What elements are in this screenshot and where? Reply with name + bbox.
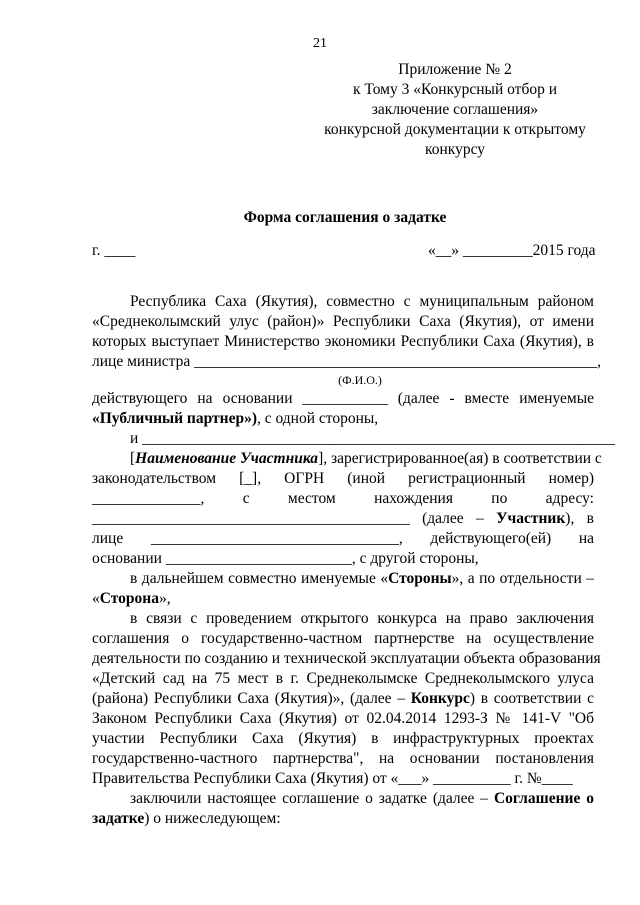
body-line: задатке) о нижеследующем: [92,810,281,827]
body-line: _________________________________________ (далее – Участник), в [92,510,594,527]
appendix-line: конкурсу [424,141,486,158]
body-line: законодательством [_], ОГРН (иной регистрационный номер) [92,470,594,487]
appendix-block [320,60,590,160]
appendix-line: заключение соглашения» [371,101,539,118]
fio-caption: (Ф.И.О.) [338,373,382,387]
body-line: и _____________________________________________________________ [130,430,615,447]
body-line: «Публичный партнер»), с одной стороны, [92,410,379,427]
body-line: соглашения о государственно-частном партнерстве на осуществление [92,630,594,647]
body-line: в связи с проведением открытого конкурса на право заключения [130,610,594,627]
body-line: [Наименование Участника], зарегистрированное(ая) в соответствии с [130,450,602,467]
body-line: участии Республики Саха (Якутия) в инфраструктурных проектах [92,730,594,747]
appendix-line: Приложение № 2 [398,61,512,78]
city-line: г. ____ [92,242,136,259]
body-line: Правительства Республики Саха (Якутия) от «___» __________ г. №____ [92,770,573,787]
body-line: «Детский сад на 75 мест в г. Среднеколымске Среднеколымского улуса [92,670,594,687]
body-line: (района) Республики Саха (Якутия)», (далее – Конкурс) в соответствии с [92,690,594,707]
body-line: основании ________________________, с другой стороны, [92,550,479,567]
body-line: Законом Республики Саха (Якутия) от 02.04.2014 1293-З № 141-V "Об [92,710,594,727]
appendix-line: к Тому 3 «Конкурсный отбор и [352,81,558,98]
date-line: «__» _________2015 года [428,242,596,259]
body-line: «Среднеколымский улус (район)» Республики Саха (Якутия), от имени [92,313,594,330]
appendix-line: конкурсной документации к открытому [324,121,586,138]
body-line: Республика Саха (Якутия), совместно с муниципальным районом [130,293,594,310]
body-line: заключили настоящее соглашение о задатке (далее – Соглашение о [130,790,594,807]
body-line: лице министра ____________________________________________________, [92,353,601,370]
body-line: деятельности по созданию и технической эксплуатации объекта образования [92,650,601,667]
body-line: ______________, с местом нахождения по адресу: [92,490,594,507]
body-line: которых выступает Министерство экономики Республики Саха (Якутия), в [92,333,594,350]
body-line: в дальнейшем совместно именуемые «Стороны», а по отдельности – [130,570,594,587]
body-line: государственно-частного партнерства", на основании постановления [92,750,594,767]
body-line: «Сторона», [92,590,171,607]
document-title: Форма соглашения о задатке [243,209,447,226]
body-line: лице ________________________________, действующего(ей) на [92,530,594,547]
body-line: действующего на основании ___________ (далее - вместе именуемые [92,390,594,407]
page-number: 21 [313,36,327,51]
